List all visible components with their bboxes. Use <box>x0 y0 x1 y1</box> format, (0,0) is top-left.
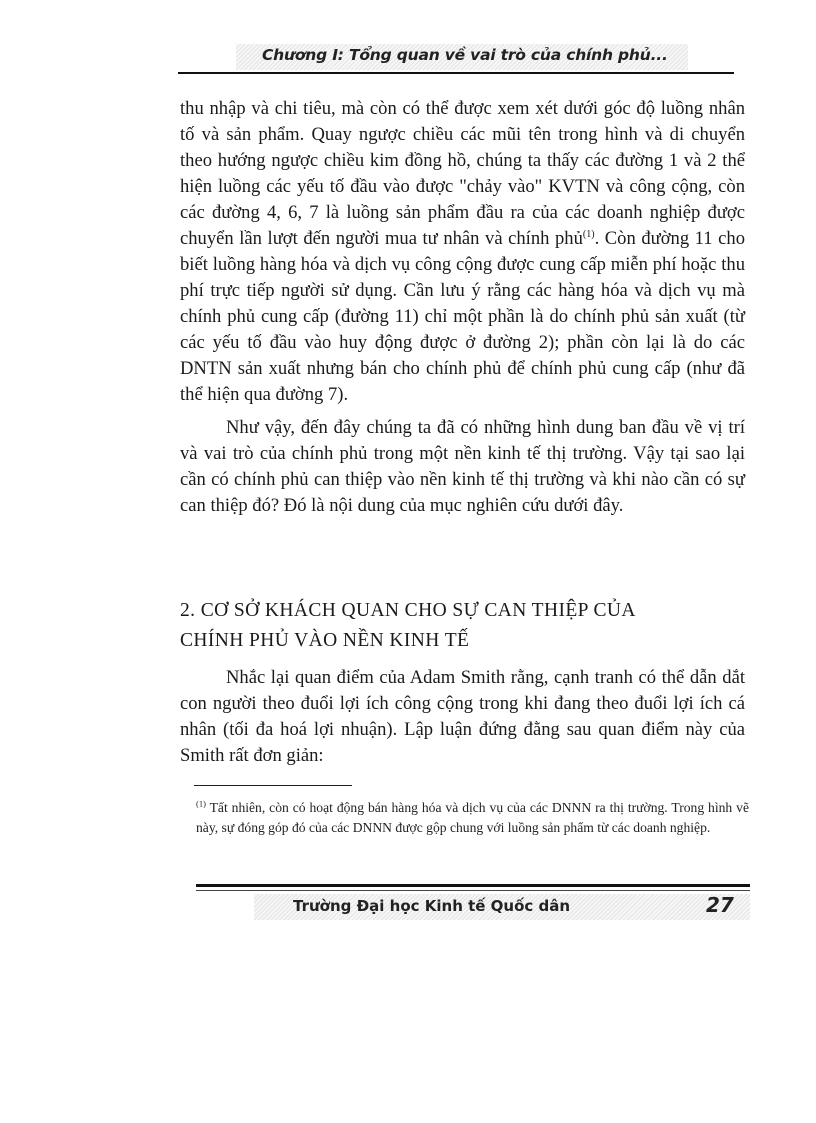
page-number: 27 <box>706 893 734 917</box>
paragraph: Nhắc lại quan điểm của Adam Smith rằng, cạnh tranh có thể dẫn dắt con người theo đuổi lợi ích công cộng trong khi đang theo đuổi lợi ích cá nhân (tối đa hoá lợi nhuận). Lập luận đứng đằng sau quan điểm này của Smith rất đơn giản: <box>180 667 745 766</box>
section-heading-line: 2. CƠ SỞ KHÁCH QUAN CHO SỰ CAN THIỆP CỦA <box>180 600 636 621</box>
footnote <box>196 798 749 838</box>
footnote-marker: (1) <box>196 798 206 809</box>
footnote-text: Tất nhiên, còn có hoạt động bán hàng hóa và dịch vụ của các DNNN ra thị trường. Trong hình vẽ này, sự đóng góp đó của các DNNN được gộp chung với luồng sản phẩm từ các doanh nghiệp. <box>196 800 749 835</box>
header-rule <box>178 72 734 74</box>
running-header: Chương I: Tổng quan về vai trò của chính phủ... <box>262 46 668 64</box>
section-heading <box>180 596 745 656</box>
footnote-separator <box>194 785 352 786</box>
running-footer: Trường Đại học Kinh tế Quốc dân <box>293 897 571 915</box>
section-heading-line: CHÍNH PHỦ VÀO NỀN KINH TẾ <box>180 630 470 651</box>
footer-rule <box>196 884 750 887</box>
paragraph-continued <box>180 96 745 408</box>
footnote-reference: (1) <box>582 228 595 240</box>
footer-rule-thin <box>196 890 750 891</box>
body-text <box>180 96 745 519</box>
paragraph-text: thu nhập và chi tiêu, mà còn có thể được xem xét dưới góc độ luồng nhân tố và sản phẩm. Quay ngược chiều các mũi tên trong hình và di chuyển theo hướng ngược chiều kim đồng hồ, chúng ta thấy các đường 1 và 2 thể hiện luồng các yếu tố đầu vào được "chảy vào" KVTN và công cộng, còn các đường 4, 6, 7 là luồng sản phẩm đầu ra của các doanh nghiệp được chuyển lần lượt đến người mua tư nhân và chính phủ <box>180 98 745 249</box>
paragraph-text: . Còn đường 11 cho biết luồng hàng hóa và dịch vụ công cộng được cung cấp miễn phí hoặc thu phí trực tiếp người sử dụng. Cần lưu ý rằng các hàng hóa và dịch vụ mà chính phủ cung cấp (đường 11) chỉ một phần là do chính phủ sản xuất (từ các yếu tố đầu vào huy động được ở đường 2); phần còn lại là do các DNTN sản xuất nhưng bán cho chính phủ để chính phủ cung cấp (như đã thể hiện qua đường 7). <box>180 228 745 405</box>
paragraph: Như vậy, đến đây chúng ta đã có những hình dung ban đầu về vị trí và vai trò của chính phủ trong một nền kinh tế thị trường. Vậy tại sao lại cần có chính phủ can thiệp vào nền kinh tế thị trường và khi nào cần có sự can thiệp đó? Đó là nội dung của mục nghiên cứu dưới đây. <box>180 417 745 516</box>
section-body-text <box>180 665 745 769</box>
